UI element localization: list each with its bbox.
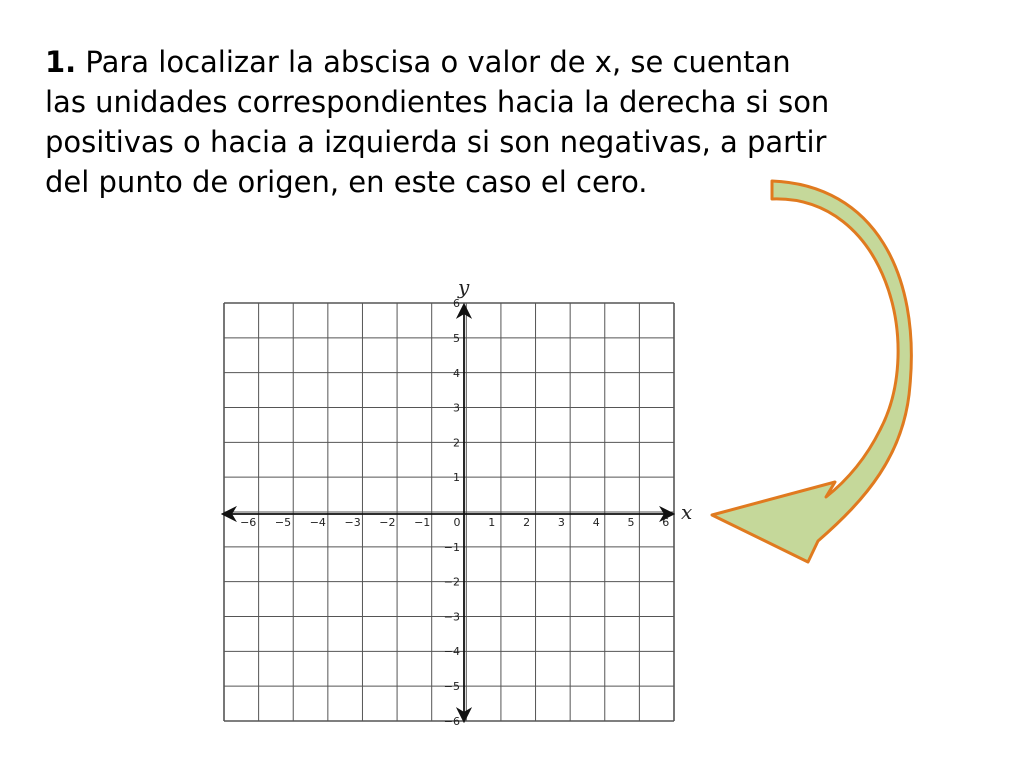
x-tick-label: 2 bbox=[523, 516, 531, 529]
step-number: 1. bbox=[45, 45, 77, 79]
y-tick-label: 4 bbox=[453, 366, 460, 380]
x-tick-label: −1 bbox=[414, 516, 431, 529]
x-tick-label: −5 bbox=[274, 516, 292, 529]
grid-lines bbox=[224, 303, 674, 721]
x-tick-label: 3 bbox=[557, 516, 565, 529]
y-tick-label: 6 bbox=[453, 297, 460, 311]
y-tick-label: −6 bbox=[443, 714, 460, 728]
x-tick-label: 4 bbox=[592, 516, 600, 529]
y-tick-label: −5 bbox=[443, 680, 460, 693]
y-tick-label: −1 bbox=[443, 540, 460, 554]
y-tick-label: 2 bbox=[453, 436, 460, 450]
paragraph-line-4: del punto de origen, en este caso el cero. bbox=[45, 165, 648, 199]
paragraph-line-1-text: Para localizar la abscisa o valor de x, se cuentan bbox=[76, 45, 791, 79]
x-axis-label: x bbox=[681, 500, 693, 524]
x-tick-label: −2 bbox=[379, 516, 396, 529]
y-tick-label: −4 bbox=[443, 645, 460, 659]
paragraph-line-2: las unidades correspondientes hacia la derecha si son bbox=[45, 85, 830, 119]
x-tick-label: 1 bbox=[488, 516, 496, 529]
x-tick-label: 0 bbox=[453, 516, 461, 529]
x-tick-label: 5 bbox=[627, 516, 635, 529]
y-tick-label: −2 bbox=[443, 575, 460, 589]
y-tick-label: 3 bbox=[453, 401, 460, 415]
x-tick-label: −6 bbox=[240, 516, 257, 529]
x-tick-label: −4 bbox=[309, 516, 326, 529]
y-tick-label: −3 bbox=[443, 610, 460, 624]
x-tick-label: −3 bbox=[344, 516, 361, 529]
curved-arrow-shape bbox=[712, 181, 911, 562]
x-tick-label: 6 bbox=[662, 516, 670, 529]
paragraph-line-3: positivas o hacia a izquierda si son negativas, a partir bbox=[45, 125, 827, 159]
y-tick-label: 1 bbox=[453, 471, 460, 485]
y-tick-label: 5 bbox=[453, 332, 460, 345]
y-axis-label: y bbox=[458, 275, 470, 299]
